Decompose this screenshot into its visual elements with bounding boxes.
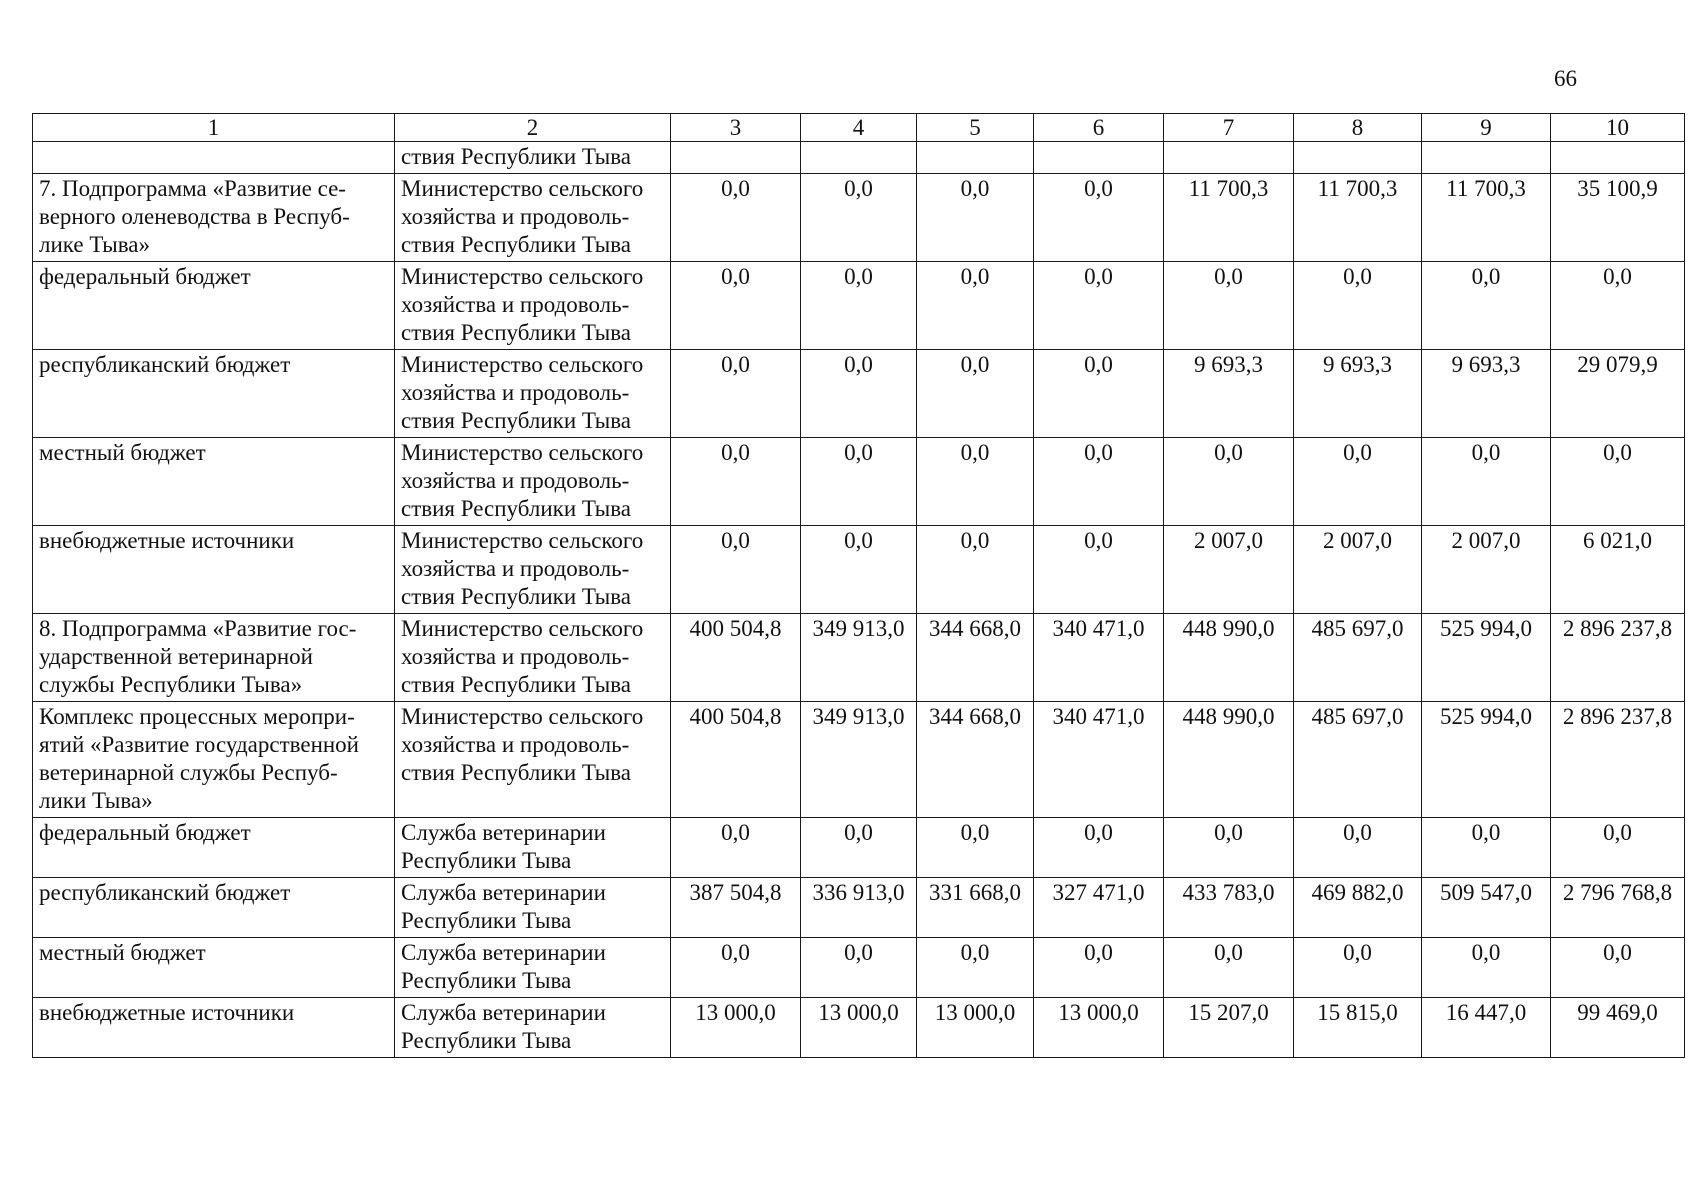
row-name-cell: Комплекс процессных меропри- ятий «Развитие государственной ветеринарной службы Респуб- лики Тыва» [33,702,395,818]
row-name-cell: 8. Подпрограмма «Развитие гос- ударственной ветеринарной службы Республики Тыва» [33,614,395,702]
amount-cell: 0,0 [1294,938,1422,998]
row-name-cell: внебюджетные источники [33,998,395,1058]
amount-cell [1551,142,1685,174]
amount-cell: 9 693,3 [1422,350,1551,438]
amount-cell: 525 994,0 [1422,614,1551,702]
amount-cell: 0,0 [917,350,1034,438]
amount-cell: 0,0 [671,262,801,350]
amount-cell: 0,0 [1422,438,1551,526]
amount-cell: 485 697,0 [1294,702,1422,818]
row-name-cell: 7. Подпрограмма «Развитие се- верного оленеводства в Респуб- лике Тыва» [33,174,395,262]
row-name-cell [33,142,395,174]
amount-cell: 400 504,8 [671,702,801,818]
amount-cell [1034,142,1164,174]
amount-cell: 0,0 [1551,938,1685,998]
amount-cell: 0,0 [917,526,1034,614]
table-row [33,174,1685,262]
amount-cell: 2 007,0 [1294,526,1422,614]
amount-cell: 2 007,0 [1422,526,1551,614]
amount-cell: 448 990,0 [1164,614,1294,702]
amount-cell: 6 021,0 [1551,526,1685,614]
responsible-executor-cell: Служба ветеринарии Республики Тыва [395,818,671,878]
responsible-executor-cell: Министерство сельского хозяйства и продоволь- ствия Республики Тыва [395,702,671,818]
amount-cell: 13 000,0 [671,998,801,1058]
table-row [33,350,1685,438]
amount-cell [801,142,917,174]
amount-cell: 525 994,0 [1422,702,1551,818]
amount-cell: 0,0 [1551,818,1685,878]
responsible-executor-cell: Служба ветеринарии Республики Тыва [395,878,671,938]
amount-cell: 331 668,0 [917,878,1034,938]
table-body [33,142,1685,1058]
amount-cell: 327 471,0 [1034,878,1164,938]
amount-cell: 340 471,0 [1034,614,1164,702]
amount-cell: 0,0 [801,818,917,878]
column-header: 5 [917,114,1034,142]
amount-cell: 0,0 [1034,938,1164,998]
amount-cell: 0,0 [1551,438,1685,526]
amount-cell: 0,0 [801,938,917,998]
amount-cell: 0,0 [917,438,1034,526]
table-row [33,938,1685,998]
column-header: 1 [33,114,395,142]
responsible-executor-cell: Служба ветеринарии Республики Тыва [395,938,671,998]
responsible-executor-cell: Министерство сельского хозяйства и продоволь- ствия Республики Тыва [395,174,671,262]
amount-cell: 0,0 [1422,938,1551,998]
amount-cell: 0,0 [1034,526,1164,614]
column-header: 8 [1294,114,1422,142]
amount-cell [1164,142,1294,174]
table-row [33,998,1685,1058]
amount-cell: 13 000,0 [1034,998,1164,1058]
amount-cell: 349 913,0 [801,702,917,818]
amount-cell: 9 693,3 [1164,350,1294,438]
amount-cell: 0,0 [671,174,801,262]
row-name-cell: республиканский бюджет [33,878,395,938]
amount-cell: 433 783,0 [1164,878,1294,938]
amount-cell: 0,0 [1164,438,1294,526]
amount-cell: 0,0 [1422,262,1551,350]
amount-cell: 0,0 [1034,818,1164,878]
amount-cell: 29 079,9 [1551,350,1685,438]
amount-cell: 0,0 [801,350,917,438]
amount-cell: 15 207,0 [1164,998,1294,1058]
amount-cell: 0,0 [917,938,1034,998]
column-header: 4 [801,114,917,142]
responsible-executor-cell: Служба ветеринарии Республики Тыва [395,998,671,1058]
amount-cell: 0,0 [671,526,801,614]
amount-cell: 509 547,0 [1422,878,1551,938]
amount-cell: 0,0 [801,174,917,262]
responsible-executor-cell: ствия Республики Тыва [395,142,671,174]
table-row [33,526,1685,614]
amount-cell: 349 913,0 [801,614,917,702]
responsible-executor-cell: Министерство сельского хозяйства и продоволь- ствия Республики Тыва [395,262,671,350]
table-row [33,702,1685,818]
amount-cell: 0,0 [801,438,917,526]
amount-cell: 0,0 [671,350,801,438]
table-row [33,142,1685,174]
amount-cell: 0,0 [671,818,801,878]
amount-cell: 0,0 [1551,262,1685,350]
row-name-cell: федеральный бюджет [33,262,395,350]
amount-cell: 9 693,3 [1294,350,1422,438]
amount-cell: 2 796 768,8 [1551,878,1685,938]
row-name-cell: республиканский бюджет [33,350,395,438]
amount-cell: 35 100,9 [1551,174,1685,262]
amount-cell: 469 882,0 [1294,878,1422,938]
amount-cell: 0,0 [1294,262,1422,350]
amount-cell: 13 000,0 [917,998,1034,1058]
amount-cell: 344 668,0 [917,702,1034,818]
page-number: 66 [1554,66,1577,91]
column-header: 6 [1034,114,1164,142]
budget-table [32,113,1685,1058]
amount-cell: 0,0 [1164,818,1294,878]
amount-cell: 0,0 [1294,818,1422,878]
column-header: 3 [671,114,801,142]
row-name-cell: местный бюджет [33,438,395,526]
column-header: 7 [1164,114,1294,142]
amount-cell: 13 000,0 [801,998,917,1058]
row-name-cell: федеральный бюджет [33,818,395,878]
responsible-executor-cell: Министерство сельского хозяйства и продоволь- ствия Республики Тыва [395,350,671,438]
amount-cell: 344 668,0 [917,614,1034,702]
row-name-cell: местный бюджет [33,938,395,998]
amount-cell: 2 896 237,8 [1551,702,1685,818]
amount-cell: 0,0 [1164,262,1294,350]
table-row [33,614,1685,702]
amount-cell: 99 469,0 [1551,998,1685,1058]
amount-cell: 0,0 [1164,938,1294,998]
amount-cell: 0,0 [1034,262,1164,350]
table-row [33,262,1685,350]
amount-cell: 16 447,0 [1422,998,1551,1058]
row-name-cell: внебюджетные источники [33,526,395,614]
responsible-executor-cell: Министерство сельского хозяйства и продоволь- ствия Республики Тыва [395,526,671,614]
amount-cell [917,142,1034,174]
amount-cell: 0,0 [917,262,1034,350]
table-row [33,818,1685,878]
amount-cell: 0,0 [1422,818,1551,878]
amount-cell: 2 007,0 [1164,526,1294,614]
amount-cell: 0,0 [1034,350,1164,438]
column-header: 9 [1422,114,1551,142]
amount-cell: 0,0 [1034,174,1164,262]
amount-cell: 400 504,8 [671,614,801,702]
amount-cell: 485 697,0 [1294,614,1422,702]
amount-cell: 15 815,0 [1294,998,1422,1058]
amount-cell: 11 700,3 [1164,174,1294,262]
amount-cell: 0,0 [917,174,1034,262]
amount-cell: 0,0 [671,438,801,526]
amount-cell: 11 700,3 [1422,174,1551,262]
amount-cell: 0,0 [1034,438,1164,526]
amount-cell: 336 913,0 [801,878,917,938]
amount-cell [1294,142,1422,174]
amount-cell: 0,0 [671,938,801,998]
amount-cell: 0,0 [801,262,917,350]
amount-cell: 340 471,0 [1034,702,1164,818]
column-header: 10 [1551,114,1685,142]
responsible-executor-cell: Министерство сельского хозяйства и продоволь- ствия Республики Тыва [395,614,671,702]
table-row [33,438,1685,526]
table-header [33,114,1685,142]
amount-cell: 448 990,0 [1164,702,1294,818]
table-row [33,878,1685,938]
column-number-row [33,114,1685,142]
amount-cell: 11 700,3 [1294,174,1422,262]
amount-cell: 2 896 237,8 [1551,614,1685,702]
amount-cell: 0,0 [1294,438,1422,526]
responsible-executor-cell: Министерство сельского хозяйства и продоволь- ствия Республики Тыва [395,438,671,526]
amount-cell [1422,142,1551,174]
amount-cell: 0,0 [801,526,917,614]
amount-cell: 0,0 [917,818,1034,878]
amount-cell: 387 504,8 [671,878,801,938]
column-header: 2 [395,114,671,142]
amount-cell [671,142,801,174]
